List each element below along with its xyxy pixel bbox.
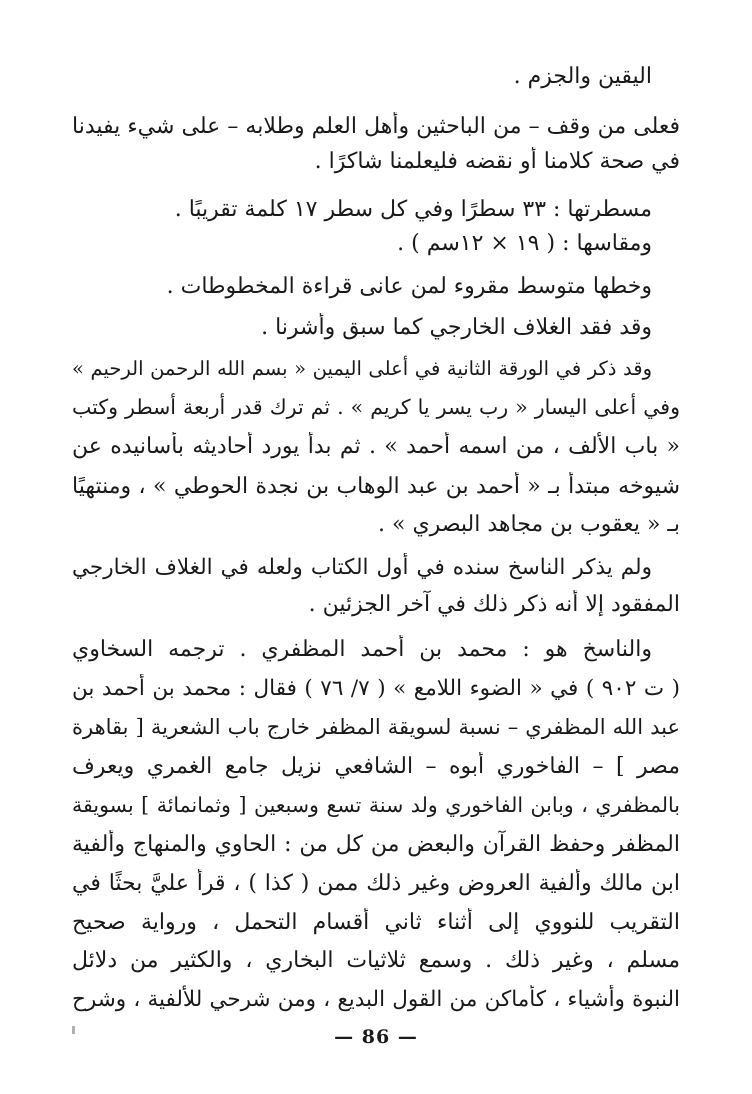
- text-line: النبوة وأشياء ، كأماكن من القول البديع ، ومن شرحي للألفية ، وشرح: [72, 987, 680, 1012]
- text-line: مسطرتها : ٣٣ سطرًا وفي كل سطر ١٧ كلمة تقريبًا .: [174, 197, 652, 222]
- text-line: والناسخ هو : محمد بن أحمد المظفري . ترجمه السخاوي: [72, 637, 652, 662]
- text-line: المفقود إلا أنه ذكر ذلك في آخر الجزئين .: [308, 592, 680, 617]
- text-line: فعلى من وقف – من الباحثين وأهل العلم وطلابه – على شيء يفيدنا: [72, 114, 680, 139]
- text-line: ولم يذكر الناسخ سنده في أول الكتاب ولعله في الغلاف الخارجي: [72, 555, 652, 580]
- text-line: في صحة كلامنا أو نقضه فليعلمنا شاكرًا .: [314, 149, 680, 174]
- text-line: ( ت ٩٠٢ ) في « الضوء اللامع » ( ٧/ ٧٦ ) فقال : محمد بن أحمد بن: [72, 676, 681, 701]
- text-line: « باب الألف ، من اسمه أحمد » . ثم بدأ يورد أحاديثه بأسانيده عن: [72, 434, 680, 459]
- text-line: بـ « يعقوب بن مجاهد البصري » .: [378, 512, 680, 537]
- text-line: ومقاسها : ( ١٩ × ١٢سم ) .: [397, 231, 652, 256]
- text-line: مصر ] – الفاخوري أبوه – الشافعي نزيل جامع الغمري ويعرف: [72, 754, 680, 779]
- text-line: وخطها متوسط مقروء لمن عانى قراءة المخطوطات .: [166, 274, 652, 299]
- text-line: عبد الله المظفري – نسبة لسويقة المظفر خارج باب الشعرية [ بقاهرة: [72, 715, 680, 739]
- text-line: التقريب للنووي إلى أثناء ثاني أقسام التحمل ، ورواية صحيح: [72, 910, 680, 935]
- text-line: وفي أعلى اليسار « رب يسر يا كريم » . ثم ترك قدر أربعة أسطر وكتب: [72, 395, 680, 419]
- text-line: شيوخه مبتدأ بـ « أحمد بن عبد الوهاب بن نجدة الحوطي » ، ومنتهيًا: [72, 474, 680, 499]
- text-line: وقد ذكر في الورقة الثانية في أعلى اليمين « بسم الله الرحمن الرحيم »: [72, 357, 652, 380]
- text-line: اليقين والجزم .: [513, 64, 652, 89]
- text-line: مسلم ، وغير ذلك . وسمع ثلاثيات البخاري ، والكثير من دلائل: [72, 948, 680, 973]
- text-line: ابن مالك وألفية العروض وغير ذلك ممن ( كذا ) ، قرأ عليَّ بحثًا في: [72, 871, 680, 896]
- text-line: المظفر وحفظ القرآن والبعض من كل من : الحاوي والمنهاج وألفية: [72, 832, 680, 857]
- text-line: بالمظفري ، وبابن الفاخوري ولد سنة تسع وسبعين [ وثمانمائة ] بسويقة: [72, 793, 680, 817]
- page-number: — 86 —: [334, 1026, 418, 1048]
- text-line: وقد فقد الغلاف الخارجي كما سبق وأشرنا .: [261, 315, 652, 340]
